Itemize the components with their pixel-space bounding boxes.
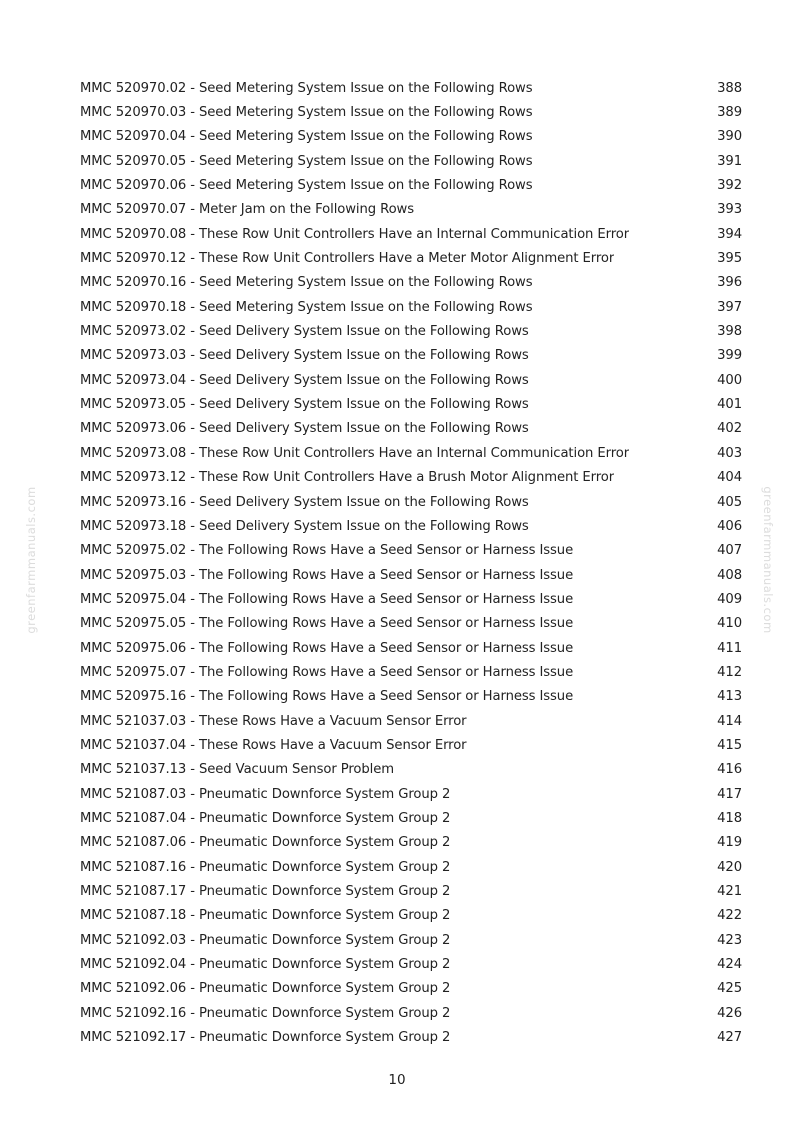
toc-entry[interactable] [80, 806, 742, 830]
toc-entry-page: 396 [717, 275, 742, 291]
toc-entry-title: MMC 520970.16 - Seed Metering System Issue on the Following Rows [80, 275, 533, 291]
toc-entry-page: 411 [717, 640, 742, 656]
toc-entry-title: MMC 520970.04 - Seed Metering System Issue on the Following Rows [80, 129, 533, 145]
toc-entry-page: 422 [717, 908, 742, 924]
toc-entry[interactable] [80, 563, 742, 587]
toc-entry-title: MMC 520973.12 - These Row Unit Controllers Have a Brush Motor Alignment Error [80, 470, 615, 486]
toc-entry-title: MMC 520970.18 - Seed Metering System Issue on the Following Rows [80, 299, 533, 315]
toc-entry[interactable] [80, 125, 742, 149]
toc-entry-page: 399 [717, 348, 742, 364]
toc-entry-page: 397 [717, 299, 742, 315]
toc-entry-title: MMC 520973.05 - Seed Delivery System Issue on the Following Rows [80, 397, 529, 413]
toc-entry-title: MMC 520973.03 - Seed Delivery System Issue on the Following Rows [80, 348, 529, 364]
toc-entry-title: MMC 520973.18 - Seed Delivery System Issue on the Following Rows [80, 518, 529, 534]
toc-entry-page: 394 [717, 226, 742, 242]
toc-entry-page: 403 [717, 445, 742, 461]
toc-entry-page: 425 [717, 981, 742, 997]
toc-entry-page: 419 [717, 835, 742, 851]
toc-entry[interactable] [80, 466, 742, 490]
toc-entry-title: MMC 521087.17 - Pneumatic Downforce System Group 2 [80, 884, 451, 900]
toc-entry[interactable] [80, 514, 742, 538]
toc-entry[interactable] [80, 100, 742, 124]
toc-entry[interactable] [80, 879, 742, 903]
toc-entry-page: 402 [717, 421, 742, 437]
toc-entry[interactable] [80, 928, 742, 952]
toc-entry-page: 418 [717, 810, 742, 826]
toc-entry[interactable] [80, 441, 742, 465]
toc-entry[interactable] [80, 295, 742, 319]
toc-entry-page: 420 [717, 859, 742, 875]
toc-entry[interactable] [80, 76, 742, 100]
toc-entry-page: 401 [717, 397, 742, 413]
toc-entry-page: 389 [717, 105, 742, 121]
toc-entry-page: 404 [717, 470, 742, 486]
toc-entry-page: 427 [717, 1030, 742, 1046]
toc-entry-title: MMC 521087.04 - Pneumatic Downforce System Group 2 [80, 810, 451, 826]
toc-entry[interactable] [80, 587, 742, 611]
toc-entry-title: MMC 520970.02 - Seed Metering System Issue on the Following Rows [80, 80, 533, 96]
toc-entry[interactable] [80, 392, 742, 416]
toc-entry-page: 408 [717, 567, 742, 583]
toc-entry[interactable] [80, 977, 742, 1001]
toc-entry-page: 405 [717, 494, 742, 510]
toc-entry-title: MMC 520973.16 - Seed Delivery System Issue on the Following Rows [80, 494, 529, 510]
toc-entry-title: MMC 521087.03 - Pneumatic Downforce System Group 2 [80, 786, 451, 802]
toc-entry-title: MMC 520975.16 - The Following Rows Have a Seed Sensor or Harness Issue [80, 689, 574, 705]
toc-entry-page: 400 [717, 372, 742, 388]
toc-entry[interactable] [80, 271, 742, 295]
toc-entry[interactable] [80, 149, 742, 173]
toc-entry-title: MMC 521092.17 - Pneumatic Downforce System Group 2 [80, 1030, 451, 1046]
toc-entry[interactable] [80, 952, 742, 976]
toc-entry-page: 412 [717, 664, 742, 680]
toc-entry[interactable] [80, 685, 742, 709]
toc-entry-title: MMC 520975.06 - The Following Rows Have a Seed Sensor or Harness Issue [80, 640, 574, 656]
toc-entry[interactable] [80, 319, 742, 343]
toc-entry-title: MMC 520973.08 - These Row Unit Controllers Have an Internal Communication Error [80, 445, 630, 461]
toc-entry[interactable] [80, 246, 742, 270]
toc-entry-page: 414 [717, 713, 742, 729]
toc-entry-page: 416 [717, 762, 742, 778]
toc-entry[interactable] [80, 709, 742, 733]
watermark-right: greenfarmmanuals.com [761, 486, 775, 634]
toc-entry-page: 390 [717, 129, 742, 145]
toc-entry-title: MMC 521087.06 - Pneumatic Downforce System Group 2 [80, 835, 451, 851]
toc-entry-page: 415 [717, 737, 742, 753]
watermark-left: greenfarmmanuals.com [24, 486, 38, 634]
toc-entry-title: MMC 521092.03 - Pneumatic Downforce System Group 2 [80, 932, 451, 948]
toc-entry[interactable] [80, 782, 742, 806]
toc-entry-title: MMC 520973.02 - Seed Delivery System Issue on the Following Rows [80, 324, 529, 340]
toc-entry[interactable] [80, 1025, 742, 1049]
toc-entry-page: 391 [717, 153, 742, 169]
toc-entry-page: 421 [717, 884, 742, 900]
toc-entry[interactable] [80, 344, 742, 368]
toc-entry-title: MMC 520973.06 - Seed Delivery System Issue on the Following Rows [80, 421, 529, 437]
toc-entry-page: 407 [717, 543, 742, 559]
toc-entry-title: MMC 520970.06 - Seed Metering System Issue on the Following Rows [80, 178, 533, 194]
toc-entry[interactable] [80, 1001, 742, 1025]
toc-entry-title: MMC 520975.07 - The Following Rows Have a Seed Sensor or Harness Issue [80, 664, 574, 680]
toc-entry-page: 423 [717, 932, 742, 948]
toc-entry-page: 426 [717, 1005, 742, 1021]
toc-entry-title: MMC 520970.05 - Seed Metering System Issue on the Following Rows [80, 153, 533, 169]
toc-entry[interactable] [80, 733, 742, 757]
toc-entry[interactable] [80, 490, 742, 514]
toc-entry[interactable] [80, 417, 742, 441]
toc-entry[interactable] [80, 831, 742, 855]
toc-entry-page: 417 [717, 786, 742, 802]
toc-entry-title: MMC 520975.03 - The Following Rows Have a Seed Sensor or Harness Issue [80, 567, 574, 583]
toc-entry-title: MMC 521087.18 - Pneumatic Downforce System Group 2 [80, 908, 451, 924]
toc-entry-title: MMC 520970.12 - These Row Unit Controllers Have a Meter Motor Alignment Error [80, 251, 615, 267]
toc-entry-title: MMC 520973.04 - Seed Delivery System Issue on the Following Rows [80, 372, 529, 388]
toc-entry[interactable] [80, 855, 742, 879]
toc-entry-title: MMC 520975.04 - The Following Rows Have a Seed Sensor or Harness Issue [80, 591, 574, 607]
toc-entry-page: 410 [717, 616, 742, 632]
toc-entry[interactable] [80, 904, 742, 928]
toc-entry-page: 388 [717, 80, 742, 96]
toc-entry-page: 424 [717, 957, 742, 973]
toc-entry-page: 398 [717, 324, 742, 340]
toc-entry-title: MMC 520970.03 - Seed Metering System Issue on the Following Rows [80, 105, 533, 121]
toc-entry[interactable] [80, 368, 742, 392]
page-number: 10 [388, 1072, 406, 1088]
toc-entry-page: 409 [717, 591, 742, 607]
table-of-contents [80, 76, 742, 1050]
toc-entry-title: MMC 521037.03 - These Rows Have a Vacuum Sensor Error [80, 713, 467, 729]
toc-entry-title: MMC 520970.07 - Meter Jam on the Following Rows [80, 202, 415, 218]
toc-entry-page: 393 [717, 202, 742, 218]
toc-entry[interactable] [80, 758, 742, 782]
toc-entry-title: MMC 521037.04 - These Rows Have a Vacuum Sensor Error [80, 737, 467, 753]
toc-entry[interactable] [80, 612, 742, 636]
toc-entry[interactable] [80, 539, 742, 563]
toc-entry-title: MMC 521092.16 - Pneumatic Downforce System Group 2 [80, 1005, 451, 1021]
toc-entry[interactable] [80, 173, 742, 197]
toc-entry-page: 406 [717, 518, 742, 534]
toc-entry-page: 413 [717, 689, 742, 705]
toc-entry[interactable] [80, 198, 742, 222]
toc-entry-page: 392 [717, 178, 742, 194]
toc-entry[interactable] [80, 636, 742, 660]
toc-entry[interactable] [80, 222, 742, 246]
toc-entry-title: MMC 520970.08 - These Row Unit Controllers Have an Internal Communication Error [80, 226, 630, 242]
toc-entry-title: MMC 520975.05 - The Following Rows Have a Seed Sensor or Harness Issue [80, 616, 574, 632]
toc-entry-title: MMC 521092.04 - Pneumatic Downforce System Group 2 [80, 957, 451, 973]
toc-entry-title: MMC 520975.02 - The Following Rows Have a Seed Sensor or Harness Issue [80, 543, 574, 559]
toc-entry-page: 395 [717, 251, 742, 267]
toc-entry-title: MMC 521037.13 - Seed Vacuum Sensor Problem [80, 762, 394, 778]
toc-entry-title: MMC 521092.06 - Pneumatic Downforce System Group 2 [80, 981, 451, 997]
toc-entry[interactable] [80, 660, 742, 684]
toc-entry-title: MMC 521087.16 - Pneumatic Downforce System Group 2 [80, 859, 451, 875]
